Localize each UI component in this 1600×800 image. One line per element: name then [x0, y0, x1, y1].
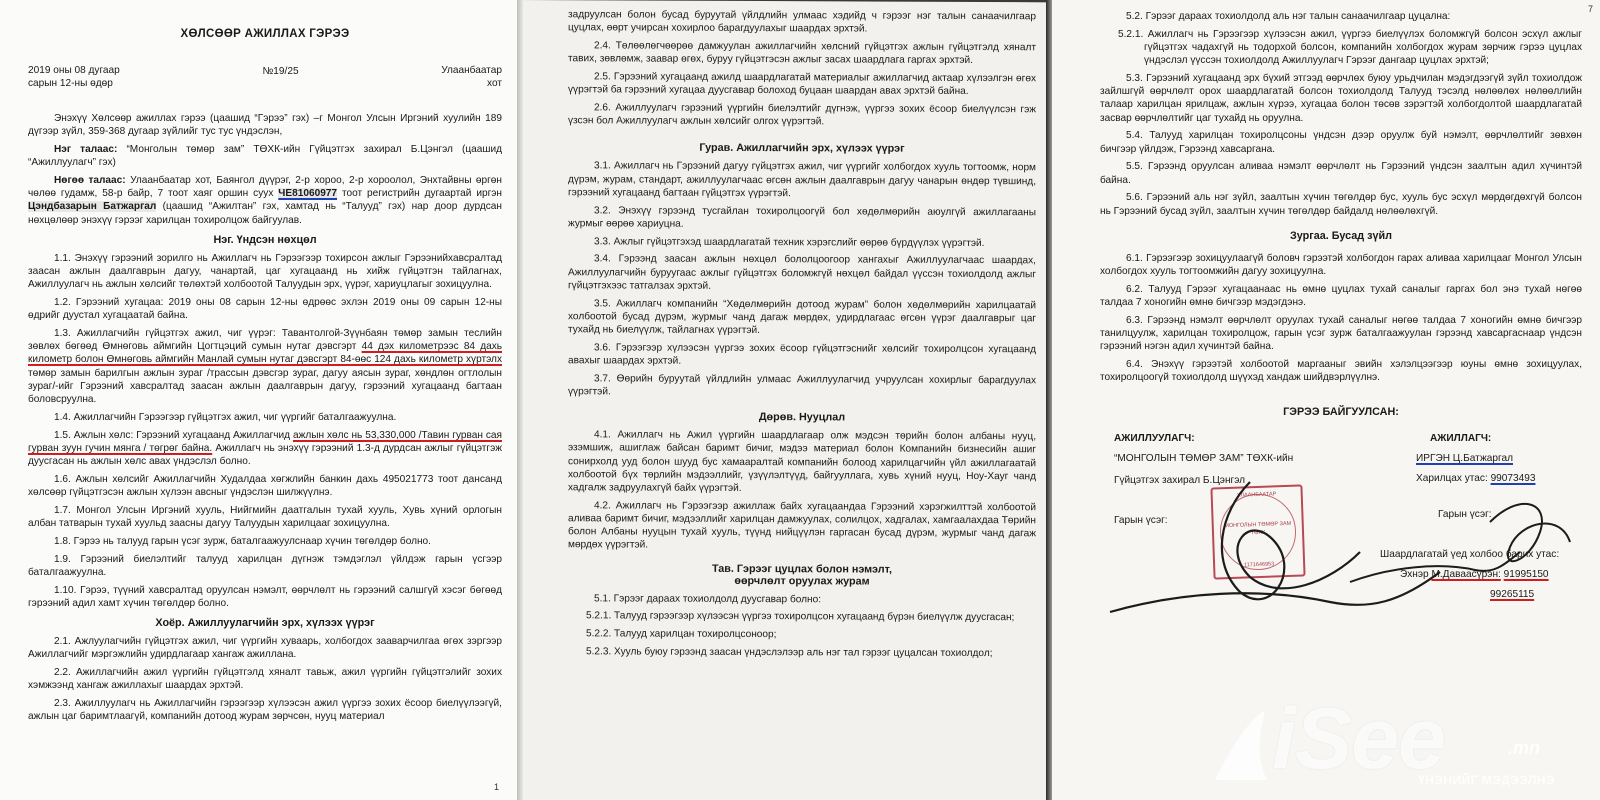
section-heading: Хоёр. Ажиллуулагчийн эрх, хүлээх үүрэг — [155, 617, 375, 630]
intro-paragraph: Энэхүү Хөлсөөр ажиллах гэрээ (цаашид “Гэрээ” гэх) –г Монгол Улсын Иргэний хуулийн 189 дүгээр зүйл, 359-368 дугаар зүйлийг тус тус үндэслэн, — [28, 113, 502, 138]
clause: 3.6. Гэрээгээр хүлээсэн үүргээ зохих ёсоор гүйцэтгэснийг хөлсийг тохиролцсон хугацаанд авахыг шаардах эрхтэй. — [568, 342, 1036, 367]
employer-signature — [1222, 482, 1360, 599]
contact-phone-2: 99265115 — [1490, 589, 1535, 601]
party1-text: “Монголын төмөр зам” ТӨХК-ийн Гүйцэтгэх захирал Б.Цэнгэл (цаашид “Ажиллуулагч” гэх) — [28, 144, 502, 169]
worker-signature-label: Гарын үсэг: — [1438, 509, 1492, 521]
highlighted-kilometers: 44 дэх километрээс 84 дахь километр болон Өмнөговь аймгийн Манлай сумын нутаг дэвсгэрт 84-өөс 124 дахь километр хүртэлх — [28, 341, 503, 366]
stamp-text: ТӨХК — [1250, 530, 1266, 537]
clause: 2.3. Ажиллуулагч нь Ажиллагчийн гэрээгээр хүлээсэн ажил үүргээ зохих ёсоор биелүүлээгүй, ажлын цаг баримтлаагүй, компанийн дотоод журам зөрчсөн, нууц материал — [28, 698, 502, 723]
document-page-2 — [520, 0, 1050, 800]
clause-text: Ажиллагч нь энэхүү гэрээний 1.3-д дурдсан ажлыг гүйцэтгэж дуусгасан нь ажлын хөлс авах үндэслэл болно. — [28, 442, 503, 468]
watermark-brand: iSee — [1272, 691, 1445, 787]
clause: 4.1. Ажиллагч нь Ажил үүргийн шаардлагаар олж мэдсэн төрийн болон албаны нууц, эзэмшиж, ашиглаж байсан баримт бичиг, мэдээ материал болон Компанийн бизнесийн ашиг сонирхолд ууд болон шууд бус хамааралтай компанийн болоод харилцагчийн үйл ажиллагаатай холбоотой бүх төрлийн мэдээллийг, үзүүлэлтүүд, байгууллага, хувь хүний нууц, Ноу-Хауг чанд хадгалж задруулахгүй байх үүрэгтэй. — [568, 429, 1036, 494]
contact-name: М.Даваасүрэн: — [1431, 569, 1501, 581]
sub-clause: 5.2.2. Талууд харилцан тохиролцсоноор; — [586, 628, 777, 641]
signature-block — [1100, 432, 1582, 652]
watermark-domain: .mn — [1508, 738, 1541, 758]
date-line: сарын 12-ны өдөр — [28, 78, 113, 89]
clause: 5.1. Гэрээг дараах тохиолдолд дуусгавар болно: — [594, 592, 822, 605]
clause: 2.1. Ажлуулагчийн гүйцэтгэх ажил, чиг үүргийн хуваарь, холбогдох зааварчилгаа өгөх зэргээр Ажиллагчийг мэргэжлийн удирдлагаар хангаж ажиллана. — [28, 636, 502, 661]
party2-text: (цаашид “Ажилтан” гэх, хамтад нь “Талууд” гэх) нар доор дурдсан нөхцөлөөр энэхүү гэрээг харилцан тохиролцож байгуулав. — [28, 201, 502, 226]
employer-person: Гүйцэтгэх захирал Б.Цэнгэл — [1114, 475, 1246, 487]
page-number: 1 — [494, 782, 500, 792]
document-page-1 — [0, 0, 520, 800]
clause: 5.5. Гэрээнд оруулсан аливаа нэмэлт өөрчлөлт нь Гэрээний үндсэн заалтын адил хүчинтэй байна. — [1100, 161, 1582, 186]
place-line: хот — [487, 78, 502, 89]
clause-text: төмөр замын барилгын ажлын зураг /трассын дэвсгэр зураг, дагуу аясын зураг, хөндлөн огтлолын зураг/-ийг Гэрээний хавсралтад заасан ажлын даалгаврын дагуу, гэрээний хугацаанд багтаан боловсруулна. — [28, 367, 502, 406]
clause: 3.1. Ажиллагч нь Гэрээний дагуу гүйцэтгэх ажил, чиг үүргийг холбогдох хууль тогтоомж, норм дүрэм, журам, стандарт, ажиллуулагчаас өгсөн ажлын даалгаврын дагуу чанарын өндөр түвшинд, гэрээний хугацаанд багтаан гүйцэтгэх үүрэгтэй. — [568, 160, 1036, 199]
clause: 2.2. Ажиллагчийн ажил үүргийн гүйцэтгэлд хяналт тавьж, ажил үүргийн гүйцэтгэлийг зохих хэмжээнд хангаж ажиллахыг шаардах эрхтэй. — [28, 667, 502, 692]
sub-clause: 5.2.1. Талууд гэрээгээр хүлээсэн үүргээ тохиролцсон хугацаанд бүрэн биелүүлж дуусгасан; — [586, 610, 1015, 624]
contact-label: Шаардлагатай үед холбоо барих утас: — [1380, 549, 1560, 561]
stamp-text: УЛААНБААТАР — [1237, 491, 1277, 500]
clause: 3.7. Өөрийн буруутай үйлдлийн улмаас Ажиллуулагчид учруулсан хохирлыг барагдуулах үүрэгтэй. — [568, 373, 1036, 398]
employer-org: “МОНГОЛЫН ТӨМӨР ЗАМ” ТӨХК-ийн — [1114, 453, 1294, 465]
clause: 1.4. Ажиллагчийн Гэрээгээр гүйцэтгэх ажил, чиг үүргийг баталгаажуулна. — [54, 411, 397, 423]
document-header — [28, 64, 502, 90]
page-number: 7 — [1588, 4, 1594, 14]
clause — [28, 327, 502, 406]
clause: 6.2. Талууд Гэрээг хугацаанаас нь өмнө цуцлах тухай саналыг гаргах бол энэ тухай нөгөө талдаа 7 хоногийн өмнө бичгээр мэдэгдэнэ. — [1100, 283, 1582, 309]
watermark-slogan: ҮНЭНИЙГ МЭДЭЭЛНЭ — [1418, 773, 1555, 787]
clause: 4.2. Ажиллагч нь Гэрээгээр ажиллаж байх хугацаандаа Гэрээний хэрэгжилттэй холбоотой аливаа баримт бичиг, мэдээллийг харилцан дамжуулах, солилцох, хадгалах, хамгаалахдаа Төрийн болон Албаны нууцын тухай хууль, түүнд нийцүүлэн гаргасан бусад дүрэм, журмыг чанд дагаж мөрдөх үүрэгтэй. — [568, 500, 1036, 551]
party2-label: Нөгөө талаас: — [54, 175, 126, 186]
clause: 2.6. Ажиллуулагч гэрээний үүргийн биелэлтийг дүгнэж, үүргээ зохих ёсоор биелүүлсэн гэж үзсэн бол Ажиллуулагч ажлын хөлсийг олгох үүрэгтэй. — [568, 102, 1036, 128]
stamp-text: МОНГОЛЫН ТӨМӨР ЗАМ — [1224, 521, 1292, 530]
date-line: 2019 оны 08 дугаар — [28, 65, 120, 76]
signed-heading: ГЭРЭЭ БАЙГУУЛСАН: — [1283, 406, 1399, 419]
worker-phone: 99073493 — [1490, 473, 1536, 485]
worker-label: АЖИЛЛАГЧ: — [1430, 433, 1492, 445]
clause: 3.4. Гэрээнд заасан ажлын нөхцөл бололцоогоор хангахыг Ажиллуулагчаас шаардах, Ажиллуулагчийн буруугаас ажлыг гүйцэтгэх боломжгүй нөхцөл байдал үүссэн тохиолдолд ажлыг гүйцэтгэхээс татгалзах эрхтэй. — [568, 253, 1036, 292]
contact-prefix: Эхнэр — [1400, 569, 1432, 581]
clause: 3.5. Ажиллагч компанийн “Хөдөлмөрийн дотоод журам” болон хөдөлмөрийн харилцаатай холбоотой бусад дүрэм, журмыг чанд дагаж мөрдөх, удирдлагаас өгсөн үүрэг даалгаврыг цаг тухайд нь биелүүлж, тайлагнах үүрэгтэй. — [568, 297, 1036, 337]
clause-text: 1.5. Ажлын хөлс: Гэрээний хугацаанд Ажиллагчид — [54, 429, 293, 441]
clause: 5.4. Талууд харилцан тохиролцсоны үндсэн дээр оруулж буй нэмэлт, өөрчлөлтийг зөвхөн бичгээр үйлдэж, Гэрээнд хавсаргана. — [1100, 130, 1582, 155]
clause: задруулсан болон бусад буруутай үйлдлийн улмаас хэдийд ч гэрээг нэг талын санаачилгаар цуцлах, өөрт учирсан хохирлоо барагдуулахыг шаардах эрхтэй. — [568, 9, 1036, 35]
watermark-swoosh-icon — [1215, 710, 1267, 780]
section-heading: Дөрөв. Нууцлал — [758, 411, 846, 424]
clause: 1.7. Монгол Улсын Иргэний хууль, Нийгмийн даатгалын тухай хууль, Хувь хүний орлогын албан татварын тухай хуульд заасны дагуу Талуудын харилцааг зохицуулна. — [28, 504, 502, 530]
clause: 1.1. Энэхүү гэрээний зорилго нь Ажиллагч нь Гэрээгээр тохирсон ажлыг Гэрээнийхавсралтад заасан ажлын даалгаврын дагуу, чанартай, цаг хугацаанд нь хийж гүйцэтгэн тайлагнах, Ажиллуулагч нь ажлын хөлсийг төлөхтэй холбоотой Талуудын эрх, үүрэг, хариуцлагыг зохицуулна. — [28, 252, 502, 291]
clause: 3.2. Энэхүү гэрээнд тусгайлан тохиролцоогүй бол хөдөлмөрийн аюулгүй ажиллагааны журмыг өөрөө хариуцна. — [568, 204, 1036, 230]
party1-label: Нэг талаас: — [54, 144, 118, 155]
party2-text: тоот регистрийн дугаартай иргэн — [337, 188, 502, 200]
clause-text: 1.3. Ажиллагчийн гүйцэтгэх ажил, чиг үүрэг: Тавантолгой-Зүүнбаян төмөр замын теслийн зөвлөх бөгөөд Өмнөговь аймгийн Цогтцэций сумын нутаг дэвсгэрт — [28, 328, 502, 353]
worker-signature-stroke — [1350, 552, 1520, 582]
highlighted-fee: ажлын хөлс нь 53,330,000 /Тавин гурван сая гурван зуун гучин мянга / төгрөг байна. — [28, 429, 502, 454]
clause: 5.6. Гэрээний аль нэг зүйл, заалтын хүчин төгөлдөр бус, хууль бус эсхүл мөрдөгдөхгүй болсон нь Гэрээний бусад зүйл, заалтын хүчин төгөлдөр байдалд нөлөөлөхгүй. — [1100, 192, 1582, 217]
section-heading: өөрчлөлт оруулах журам — [734, 574, 870, 588]
party2-text: Улаанбаатар хот, Баянгол дүүрэг, 2-р хороо, 2-р хороолол, Энхтайвны өргөн чөлөө гудамж, 58-р байр, 7 тоот хаяг оршин суух — [28, 175, 502, 200]
worker-name: ИРГЭН Ц.Батжаргал — [1416, 453, 1513, 465]
clause: 1.10. Гэрээ, түүний хавсралтад оруулсан нэмэлт, өөрчлөлт нь гэрээний салшгүй хэсэг бөгөөд гэрээний адил хамт хүчин төгөлдөр болно. — [28, 584, 502, 609]
document-title: ХӨЛСӨӨР АЖИЛЛАХ ГЭРЭЭ — [180, 28, 350, 40]
clause: 1.8. Гэрээ нь талууд гарын үсэг зурж, баталгаажуулснаар хүчин төгөлдөр болно. — [54, 535, 431, 547]
clause: 1.2. Гэрээний хугацаа: 2019 оны 08 сарын 12-ны өдрөөс эхлэн 2019 оны 09 сарын 12-ны өдрийг дуустал хугацаатай байна. — [28, 297, 502, 322]
contract-place — [441, 64, 502, 90]
signatures-overlay — [1100, 452, 1600, 652]
worker-signature — [1490, 504, 1570, 561]
clause: 6.4. Энэхүү гэрээтэй холбоотой маргааныг эвийн хэлэлцээгээр юуны өмнө зохицуулах, тохиролцоогүй тохиолдолд шүүхэд хандаж шийдвэрлүүлнэ. — [1100, 359, 1582, 384]
clause: 1.9. Гэрээний биелэлтийг талууд харилцан дүгнэж тэмдэглэл үйлдэж гарын үсгээр баталгаажуулна. — [28, 553, 502, 578]
employer-signature-label: Гарын үсэг: — [1114, 515, 1168, 527]
registration-number: ЧЕ81060977 — [278, 188, 338, 200]
clause: 6.1. Гэрээгээр зохицуулаагүй боловч гэрээтэй холбогдон гарах аливаа харилцааг Монгол Улсын холбогдох хууль тогтоомжийн дагуу зохицуулна. — [1100, 252, 1582, 278]
sub-clause: 5.2.1. Ажиллагч нь Гэрээгээр хүлээсэн ажил, үүргээ биелүүлэх боломжгүй болсон эсхүл ажлыг гүйцэтгэх чадахгүй нь тодорхой болсон, компанийн холбогдох журам зөрчиж гэрээ цуцлах үндэслэл үүссэн тохиолдолд Ажиллуулагч Гэрээг дангаар цуцлах эрхтэй; — [1118, 28, 1582, 67]
sub-clause: 5.2.3. Хууль буюу гэрээнд заасан үндэслэлээр аль нэг тал гэрээг цуцалсан тохиолдол; — [586, 646, 993, 660]
contract-date — [28, 64, 120, 90]
clause: 5.3. Гэрээний хугацаанд эрх бүхий этгээд өөрчлөх буюу урьдчилан мэдэгдээгүй зүйл тохиолдож зайлшгүй өөрчлөлт орох шаардлагатай болсон тохиолдолд Талууд тэсэлд нөлөөлөх нөлөөллийн талаар харилцан ярилцаж, ажлын хүрээ, хугацаа болон төсөв зэрэгтэй холбогдолтой шаардлагатай засвар өөрчлөлтийг цаг тухайд нь оруулна. — [1100, 73, 1582, 124]
party2-paragraph — [28, 174, 502, 227]
employee-name: Цэндбазарын Батжаргал — [28, 201, 157, 213]
contract-number: №19/25 — [262, 66, 299, 77]
clause — [28, 429, 502, 469]
section-heading: Гурав. Ажиллагчийн эрх, хүлээх үүрэг — [699, 142, 905, 156]
clause: 2.5. Гэрээний хугацаанд ажилд шаардлагатай материалыг ажиллагчид актаар хүлээлгэн өгөх үүрэгтэй ба гэрээний хугацаа дуусгавар болоход буцаан шаардан авах эрхтэй байна. — [568, 71, 1036, 98]
page-fold-shadow — [517, 0, 523, 800]
clause: 3.3. Ажлыг гүйцэтгэхэд шаардлагатай техник хэрэгслийг өөрөө бүрдүүлэх үүрэгтэй. — [594, 235, 985, 249]
clause: 6.3. Гэрээнд нэмэлт өөрчлөлт оруулах тухай саналыг нөгөө талдаа 7 хоногийн өмнө бичгээр танилцуулж, харилцан тохиролцож, гарын үсэг зурж баталгаажуулан гэрээнд хавсаргаснаар үндсэн гэрээний нэгэн адил хүчинтэй байна. — [1100, 314, 1582, 353]
worker-phone-label: Харилцах утас: — [1416, 473, 1491, 485]
stamp-text: 1171646953 — [1243, 561, 1275, 569]
section-heading: Нэг. Үндсэн нөхцөл — [213, 233, 317, 246]
clause: 1.6. Ажлын хөлсийг Ажиллагчийн Худалдаа хөгжлийн банкин дахь 495021773 тоот дансанд хөлсөөр гүйцэтгэсэн ажлын хүлээн авсныг үндэслэн шилжүүлнэ. — [28, 473, 502, 499]
page-fold-shadow — [1046, 0, 1052, 800]
place-line: Улаанбаатар — [441, 65, 502, 76]
section-heading: Тав. Гэрээг цуцлах болон нэмэлт, — [711, 562, 893, 576]
clause: 5.2. Гэрээг дараах тохиолдолд аль нэг талын санаачилгаар цуцална: — [1126, 11, 1451, 22]
employer-label: АЖИЛЛУУЛАГЧ: — [1114, 433, 1195, 445]
contact-phone-1: 91995150 — [1503, 569, 1549, 581]
clause: 2.4. Төлөөлөгчөөрөө дамжуулан ажиллагчийн хөлсний гүйцэтгэх ажлын гүйцэтгэлд хяналт тавих, зөвлөмж, заавар өгөх, буруу гүйцэтгэсэн ажлыг засах шаардлага гаргах эрхтэй. — [568, 40, 1036, 67]
section-heading: Зургаа. Бусад зүйл — [1290, 229, 1392, 242]
party1-paragraph — [28, 143, 502, 169]
